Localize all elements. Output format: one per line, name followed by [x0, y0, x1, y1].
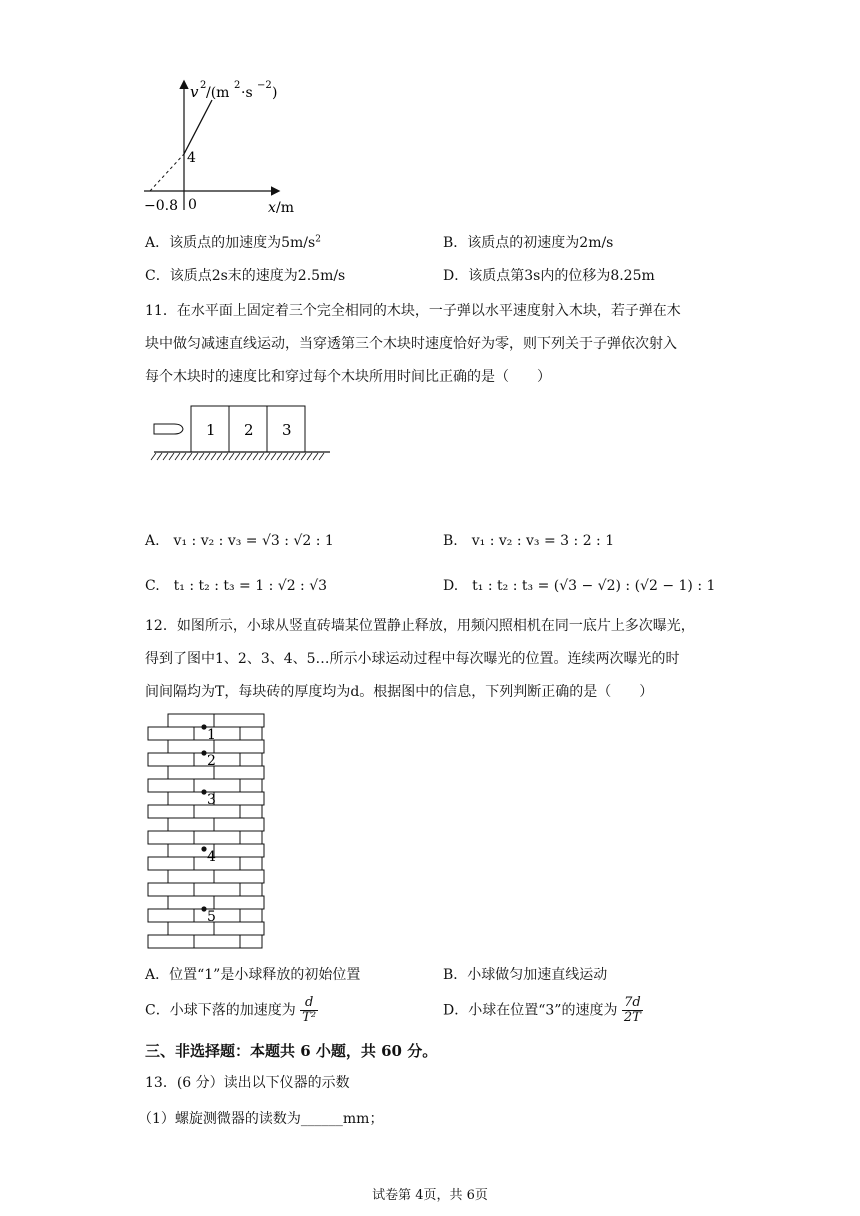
q12-option-d: D．小球在位置“3”的速度为 $\frac{7d}{2T}$ [443, 995, 641, 1025]
brick [194, 753, 240, 766]
q10-option-d: D．该质点第3s内的位移为8.25m [443, 268, 655, 284]
brick [194, 831, 240, 844]
q10-option-b: B．该质点的初速度为2m/s [443, 235, 614, 251]
hatch-mark [151, 453, 156, 460]
hatch-mark [313, 453, 318, 460]
q12-option-c: C．小球下落的加速度为 $\frac{d}{\text{T²}}$ [145, 995, 317, 1025]
hatch-mark [253, 453, 258, 460]
y-axis-label-close: ) [272, 85, 278, 101]
brick [240, 831, 262, 844]
brick [148, 935, 194, 948]
hatch-mark [163, 453, 168, 460]
ball-label-3: 3 [207, 792, 216, 808]
y-axis-label-unit: /(m [206, 85, 230, 101]
hatch-mark [247, 453, 252, 460]
brick [148, 831, 194, 844]
hatch-mark [301, 453, 306, 460]
y-axis-label-unit2: ·s [241, 85, 253, 101]
hatch-mark [187, 453, 192, 460]
brick-wall-figure [145, 710, 270, 950]
hatch-mark [181, 453, 186, 460]
bullet-blocks-figure [150, 400, 335, 465]
brick [168, 714, 214, 727]
brick [194, 857, 240, 870]
q10-option-a: A．该质点的加速度为$5m/s^2$ [145, 234, 321, 251]
ball-label-1: 1 [207, 727, 216, 743]
brick [194, 883, 240, 896]
q12-text-line1: 12．如图所示，小球从竖直砖墙某位置静止释放，用频闪照相机在同一底片上多次曝光， [145, 618, 695, 634]
brick [148, 857, 194, 870]
ground-hatching [151, 453, 324, 460]
q12-text-line3: 间间隔均为T，每块砖的厚度均为d。根据图中的信息，下列判断正确的是（ ） [145, 684, 654, 700]
hatch-mark [211, 453, 216, 460]
hatch-mark [295, 453, 300, 460]
hatch-mark [157, 453, 162, 460]
hatch-mark [307, 453, 312, 460]
ball-position-4 [201, 846, 206, 851]
hatch-mark [175, 453, 180, 460]
ball-label-5: 5 [207, 909, 216, 925]
y-intercept-label: 4 [187, 150, 196, 166]
ball-position-1 [201, 724, 206, 729]
q12-c-denominator: T² [302, 1010, 317, 1025]
block-2-label: 2 [244, 421, 254, 439]
q11-option-a: A. v₁ : v₂ : v₃ = √3 : √2 : 1 [145, 533, 334, 549]
hatch-mark [169, 453, 174, 460]
y-axis-label-unit2-sup: −2 [257, 80, 272, 91]
x-axis-label-unit: /m [276, 200, 294, 216]
q12-c-numerator: d [300, 996, 318, 1011]
brick [240, 779, 262, 792]
hatch-mark [319, 453, 324, 460]
hatch-mark [277, 453, 282, 460]
brick [240, 883, 262, 896]
hatch-mark [259, 453, 264, 460]
brick [214, 714, 264, 727]
q10-option-c: C．该质点2s末的速度为2.5m/s [145, 268, 346, 284]
brick [240, 753, 262, 766]
graph-line-solid [184, 100, 212, 154]
brick [240, 805, 262, 818]
q11-text-line1: 11．在水平面上固定着三个完全相同的木块，一子弹以水平速度射入木块，若子弹在木 [145, 303, 681, 319]
brick [214, 844, 264, 857]
q12-d-denominator: 2T [623, 1010, 641, 1025]
block-1-label: 1 [206, 421, 216, 439]
x-axis-label-x: x [268, 200, 276, 216]
brick [194, 727, 240, 740]
brick [148, 883, 194, 896]
hatch-mark [193, 453, 198, 460]
hatch-mark [271, 453, 276, 460]
hatch-mark [241, 453, 246, 460]
hatch-mark [205, 453, 210, 460]
brick [214, 896, 264, 909]
hatch-mark [283, 453, 288, 460]
y-axis-label-v: v [190, 83, 199, 101]
q12-d-numerator: 7d [622, 996, 643, 1011]
brick [148, 779, 194, 792]
brick [148, 805, 194, 818]
brick [168, 870, 214, 883]
y-axis-label-unit-sup: 2 [234, 80, 241, 91]
brick [194, 779, 240, 792]
brick [240, 935, 262, 948]
brick [168, 896, 214, 909]
origin-label: 0 [188, 197, 197, 213]
brick [240, 727, 262, 740]
brick [194, 909, 240, 922]
brick [214, 818, 264, 831]
ball-position-3 [201, 789, 206, 794]
y-axis-label-sup: 2 [200, 80, 207, 91]
brick [214, 922, 264, 935]
ball-label-2: 2 [207, 753, 216, 769]
hatch-mark [199, 453, 204, 460]
brick [194, 935, 240, 948]
q11-text-line2: 块中做匀减速直线运动，当穿透第三个木块时速度恰好为零，则下列关于子弹依次射入 [145, 336, 677, 352]
brick [168, 818, 214, 831]
q11-option-b: B. v₁ : v₂ : v₃ = 3 : 2 : 1 [443, 533, 615, 549]
bullet-icon [154, 424, 183, 434]
hatch-mark [289, 453, 294, 460]
brick [240, 857, 262, 870]
q11-text-line3: 每个木块时的速度比和穿过每个木块所用时间比正确的是（ ） [145, 369, 551, 385]
hatch-mark [223, 453, 228, 460]
ball-position-5 [201, 906, 206, 911]
block-3-label: 3 [282, 421, 292, 439]
q12-option-a: A．位置“1”是小球释放的初始位置 [145, 967, 361, 983]
graph-line-dashed [150, 154, 184, 191]
hatch-mark [265, 453, 270, 460]
brick [214, 870, 264, 883]
brick [148, 909, 194, 922]
page-footer: 试卷第 4页，共 6页 [372, 1188, 488, 1203]
q11-option-d: D. t₁ : t₂ : t₃ = (√3 − √2) : (√2 − 1) : 1 [443, 578, 716, 594]
brick [214, 740, 264, 753]
q12-text-line2: 得到了图中1、2、3、4、5…所示小球运动过程中每次曝光的位置。连续两次曝光的时 [145, 651, 680, 667]
section-heading: 三、非选择题：本题共 6 小题，共 60 分。 [145, 1042, 438, 1060]
hatch-mark [235, 453, 240, 460]
ball-label-4: 4 [207, 849, 216, 865]
brick [214, 792, 264, 805]
q13-sub1-text: （1）螺旋测微器的读数为______mm； [138, 1111, 384, 1127]
brick [148, 753, 194, 766]
q13-text: 13．(6 分）读出以下仪器的示数 [145, 1075, 350, 1091]
hatch-mark [217, 453, 222, 460]
brick [214, 766, 264, 779]
q12-option-b: B．小球做匀加速直线运动 [443, 967, 608, 983]
hatch-mark [229, 453, 234, 460]
brick [240, 909, 262, 922]
x-intercept-label: −0.8 [144, 198, 178, 214]
q11-option-c: C. t₁ : t₂ : t₃ = 1 : √2 : √3 [145, 578, 328, 594]
ball-position-2 [201, 750, 206, 755]
v2-x-graph [140, 70, 310, 220]
brick [148, 727, 194, 740]
brick [194, 805, 240, 818]
